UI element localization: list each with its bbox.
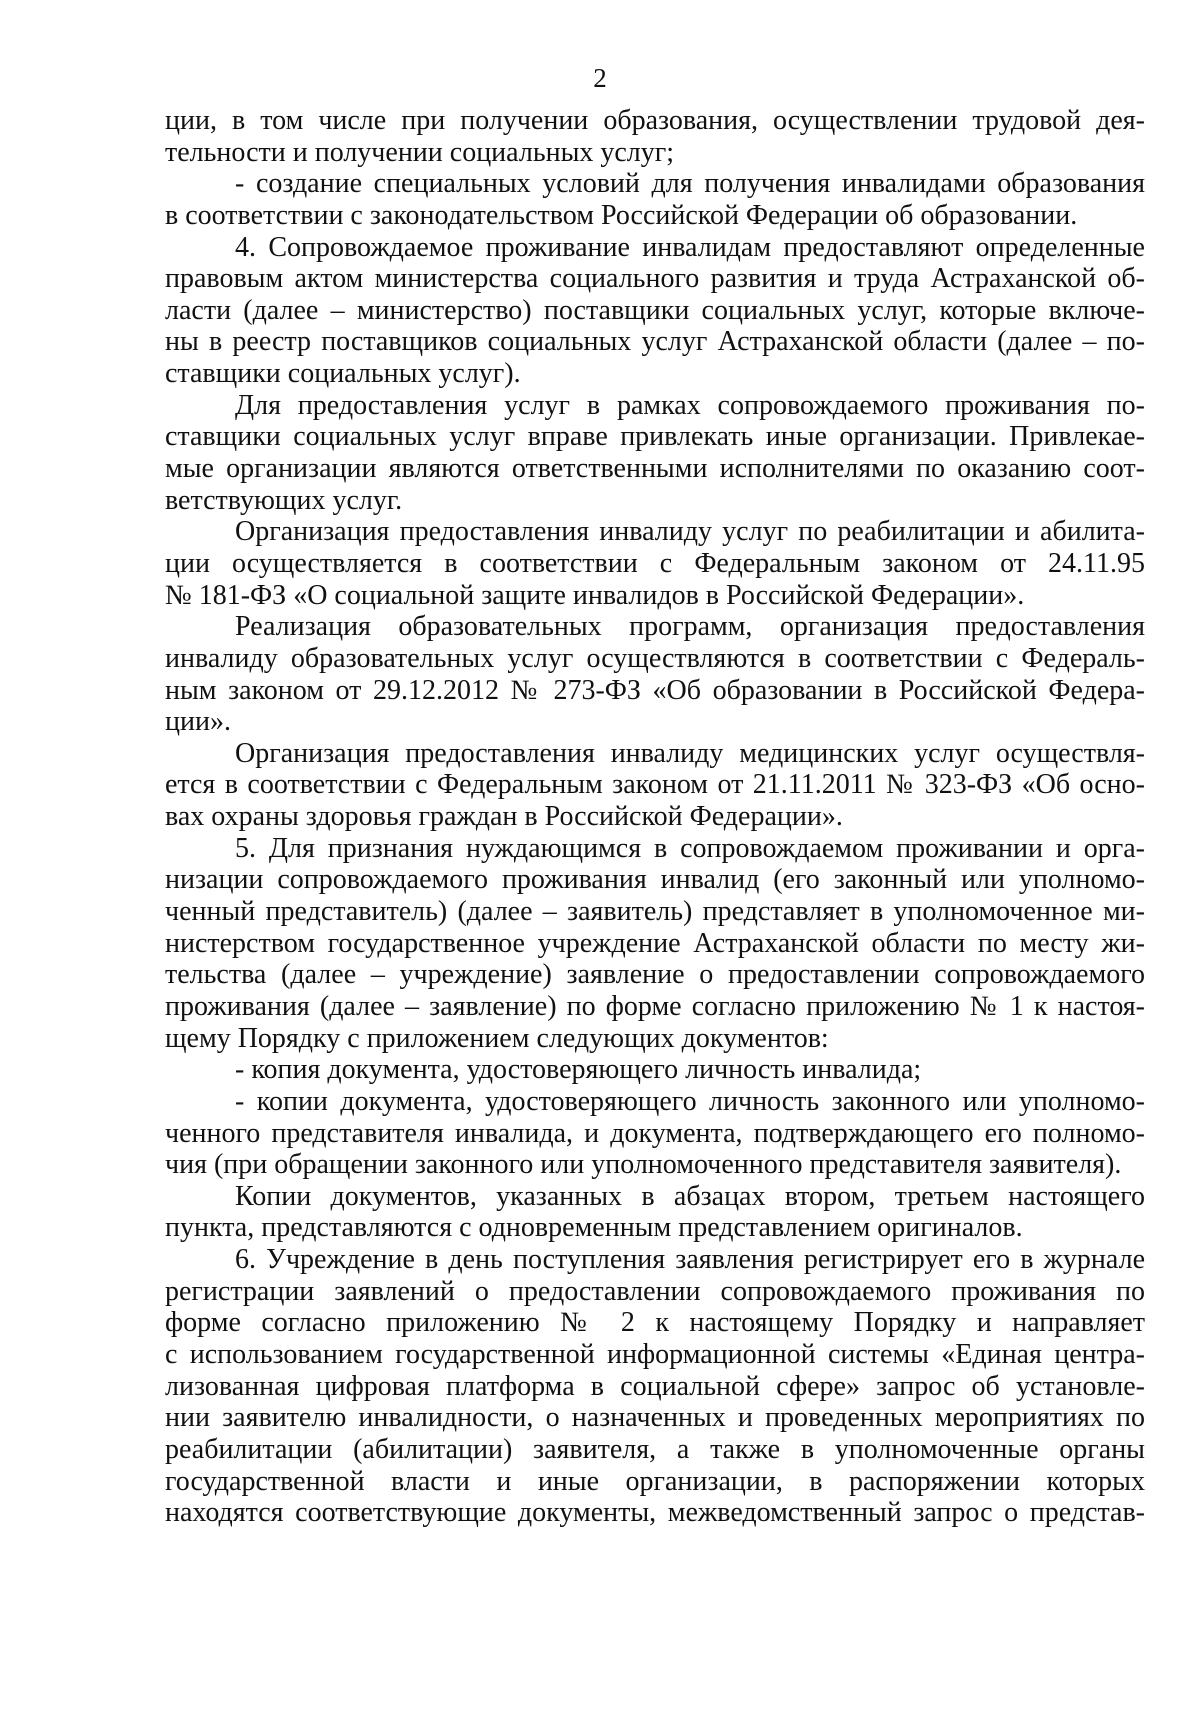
text-line: 6. Учреждение в день поступления заявления регистрирует его в журнале [235,1244,1145,1276]
text-line: 4. Сопровождаемое проживание инвалидам предоставляют определенные [235,231,1145,263]
text-line: ны в реестр поставщиков социальных услуг Астраханской области (далее – по- [165,326,1145,358]
text-line: - копии документа, удостоверяющего личность законного или уполномо- [235,1085,1145,1117]
text-line: вах охраны здоровья граждан в Российской Федерации». [165,801,843,833]
page-number: 2 [593,63,607,93]
text-line: Реализация образовательных программ, организация предоставления [235,611,1145,643]
text-line: регистрации заявлений о предоставлении сопровождаемого проживания по [165,1275,1145,1307]
text-line: тельства (далее – учреждение) заявление о предоставлении сопровождаемого [165,959,1145,991]
text-line: лизованная цифровая платформа в социальной сфере» запрос об установле- [165,1370,1145,1402]
text-line: щему Порядку с приложением следующих документов: [165,1022,829,1054]
text-line: Организация предоставления инвалиду медицинских услуг осуществля- [235,737,1145,769]
text-line: ченного представителя инвалида, и документа, подтверждающего его полномо- [165,1117,1145,1149]
text-line: инвалиду образовательных услуг осуществляются в соответствии с Федераль- [165,642,1145,674]
text-line: Копии документов, указанных в абзацах втором, третьем настоящего [235,1180,1145,1212]
text-line: нистерством государственное учреждение Астраханской области по месту жи- [165,927,1145,959]
text-line: в соответствии с законодательством Российской Федерации об образовании. [165,199,1078,231]
text-line: государственной власти и иные организации, в распоряжении которых [165,1465,1145,1497]
text-line: правовым актом министерства социального развития и труда Астраханской об- [165,263,1145,295]
text-line: ется в соответствии с Федеральным законом от 21.11.2011 № 323-ФЗ «Об осно- [165,769,1145,801]
text-line: 5. Для признания нуждающимся в сопровождаемом проживании и орга- [235,832,1145,864]
text-line: с использованием государственной информационной системы «Единая центра- [165,1338,1145,1370]
text-line: Для предоставления услуг в рамках сопровождаемого проживания по- [235,389,1145,421]
text-line: пункта, представляются с одновременным представлением оригиналов. [165,1212,1023,1244]
text-line: мые организации являются ответственными исполнителями по оказанию соот- [165,453,1145,485]
text-line: ции». [165,706,231,738]
text-line: ставщики социальных услуг вправе привлекать иные организации. Привлекае- [165,421,1145,453]
text-line: ции, в том числе при получении образования, осуществлении трудовой дея- [165,105,1145,136]
text-line: ным законом от 29.12.2012 № 273-ФЗ «Об образовании в Российской Федера- [165,674,1145,706]
text-line: ченный представитель) (далее – заявитель) представляет в уполномоченное ми- [165,896,1145,928]
text-line: проживания (далее – заявление) по форме согласно приложению № 1 к настоя- [165,990,1145,1022]
text-line: реабилитации (абилитации) заявителя, а также в уполномоченные органы [165,1433,1145,1465]
text-line: находятся соответствующие документы, межведомственный запрос о представ- [165,1497,1145,1529]
text-line: низации сопровождаемого проживания инвалид (его законный или уполномо- [165,864,1145,896]
text-line: - копия документа, удостоверяющего личность инвалида; [235,1054,922,1086]
text-line: № 181-ФЗ «О социальной защите инвалидов в Российской Федерации». [165,579,1025,611]
text-line: ветствующих услуг. [165,484,403,516]
text-line: - создание специальных условий для получения инвалидами образования [235,168,1145,200]
text-line: ции осуществляется в соответствии с Федеральным законом от 24.11.95 [165,547,1145,579]
text-line: ставщики социальных услуг). [165,358,521,390]
document-body [165,105,1145,1529]
text-line: Организация предоставления инвалиду услуг по реабилитации и абилита- [235,516,1145,548]
text-line: тельности и получении социальных услуг; [165,136,675,168]
text-line: форме согласно приложению № 2 к настоящему Порядку и направляет [165,1307,1145,1339]
text-line: нии заявителю инвалидности, о назначенных и проведенных мероприятиях по [165,1402,1145,1434]
text-line: ласти (далее – министерство) поставщики социальных услуг, которые включе- [165,294,1145,326]
text-line: чия (при обращении законного или уполномоченного представителя заявителя). [165,1149,1122,1181]
